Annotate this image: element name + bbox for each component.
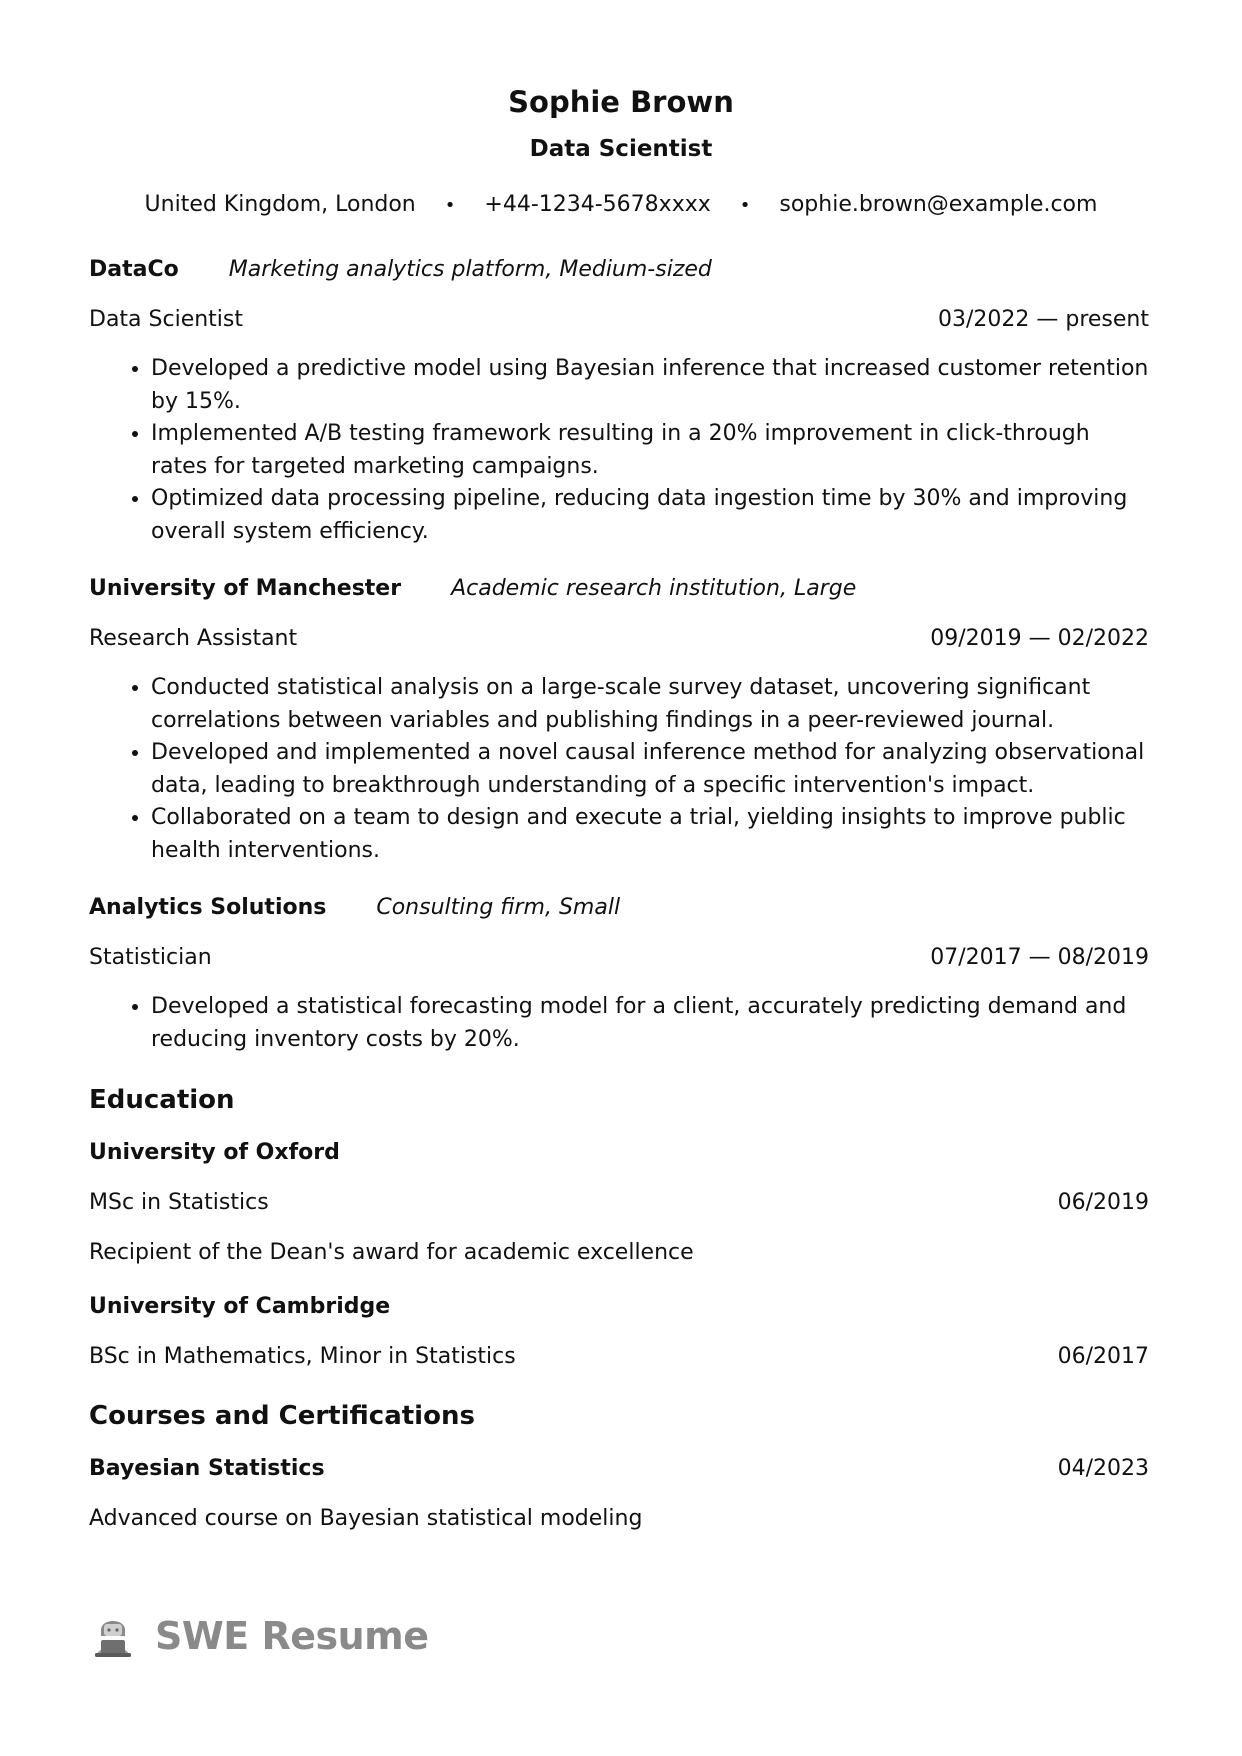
- resume-content: [89, 255, 1149, 1534]
- job-bullets: [89, 991, 1149, 1056]
- contact-phone: +44-1234-5678xxxx: [484, 192, 711, 217]
- company-description: Consulting firm, Small: [376, 895, 621, 920]
- degree-name: BSc in Mathematics, Minor in Statistics: [89, 1344, 516, 1369]
- degree-name: MSc in Statistics: [89, 1190, 269, 1215]
- company-description: Academic research institution, Large: [451, 576, 857, 601]
- role-row: [89, 943, 1149, 973]
- course-date: 04/2023: [1057, 1456, 1149, 1481]
- swe-resume-logo: [89, 1610, 429, 1662]
- degree-row: [89, 1342, 1149, 1372]
- role-row: [89, 305, 1149, 335]
- contact-line: [0, 190, 1242, 221]
- job-header: [89, 893, 1149, 923]
- person-laptop-icon: [89, 1610, 137, 1662]
- school-name: University of Oxford: [89, 1140, 340, 1165]
- role-row: [89, 624, 1149, 654]
- job-bullet: • Developed a statistical forecasting model for a client, accurately predicting demand and reducing inventory costs by 20%.: [151, 991, 1149, 1056]
- resume-header: [0, 82, 1242, 221]
- job-header: [89, 255, 1149, 285]
- education-heading: Education: [89, 1085, 235, 1115]
- education-entry: [89, 1292, 1149, 1372]
- company-description: Marketing analytics platform, Medium-sized: [228, 257, 712, 282]
- job-bullet: • Optimized data processing pipeline, reducing data ingestion time by 30% and improving overall system efficiency.: [151, 483, 1149, 548]
- job-role: Statistician: [89, 945, 212, 970]
- job-header: [89, 574, 1149, 604]
- job-dates: 03/2022 — present: [937, 307, 1149, 332]
- experience-entry: [89, 893, 1149, 1056]
- logo-text: SWE Resume: [155, 1614, 429, 1658]
- course-name: Bayesian Statistics: [89, 1456, 325, 1481]
- contact-location: United Kingdom, London: [144, 192, 416, 217]
- job-bullet: • Developed a predictive model using Bayesian inference that increased customer retention by 15%.: [151, 353, 1149, 418]
- courses-heading: Courses and Certifications: [89, 1401, 475, 1431]
- contact-separator: •: [739, 195, 751, 216]
- school-name: University of Cambridge: [89, 1294, 391, 1319]
- company-name: University of Manchester: [89, 576, 402, 601]
- job-bullets: [89, 353, 1149, 548]
- course-entry: [89, 1454, 1149, 1534]
- candidate-title: Data Scientist: [529, 136, 713, 162]
- course-row: [89, 1454, 1149, 1484]
- education-entry: [89, 1138, 1149, 1268]
- education-note: Recipient of the Dean's award for academic excellence: [89, 1240, 694, 1265]
- job-role: Research Assistant: [89, 626, 298, 651]
- course-description: Advanced course on Bayesian statistical modeling: [89, 1506, 643, 1531]
- job-bullets: [89, 672, 1149, 867]
- job-bullet: • Implemented A/B testing framework resulting in a 20% improvement in click-through rates for targeted marketing campaigns.: [151, 418, 1149, 483]
- degree-date: 06/2017: [1057, 1344, 1149, 1369]
- job-bullet: • Collaborated on a team to design and execute a trial, yielding insights to improve public health interventions.: [151, 802, 1149, 867]
- job-bullet: • Conducted statistical analysis on a large-scale survey dataset, uncovering significant correlations between variables and publishing findings in a peer-reviewed journal.: [151, 672, 1149, 737]
- experience-entry: [89, 574, 1149, 867]
- job-role: Data Scientist: [89, 307, 243, 332]
- job-bullet: • Developed and implemented a novel causal inference method for analyzing observational data, leading to breakthrough understanding of a specific intervention's impact.: [151, 737, 1149, 802]
- job-dates: 09/2019 — 02/2022: [930, 626, 1149, 651]
- contact-email: sophie.brown@example.com: [779, 192, 1098, 217]
- contact-separator: •: [444, 195, 456, 216]
- company-name: DataCo: [89, 257, 179, 282]
- company-name: Analytics Solutions: [89, 895, 327, 920]
- degree-row: [89, 1188, 1149, 1218]
- job-dates: 07/2017 — 08/2019: [930, 945, 1149, 970]
- candidate-name: Sophie Brown: [508, 85, 734, 119]
- degree-date: 06/2019: [1057, 1190, 1149, 1215]
- experience-entry: [89, 255, 1149, 548]
